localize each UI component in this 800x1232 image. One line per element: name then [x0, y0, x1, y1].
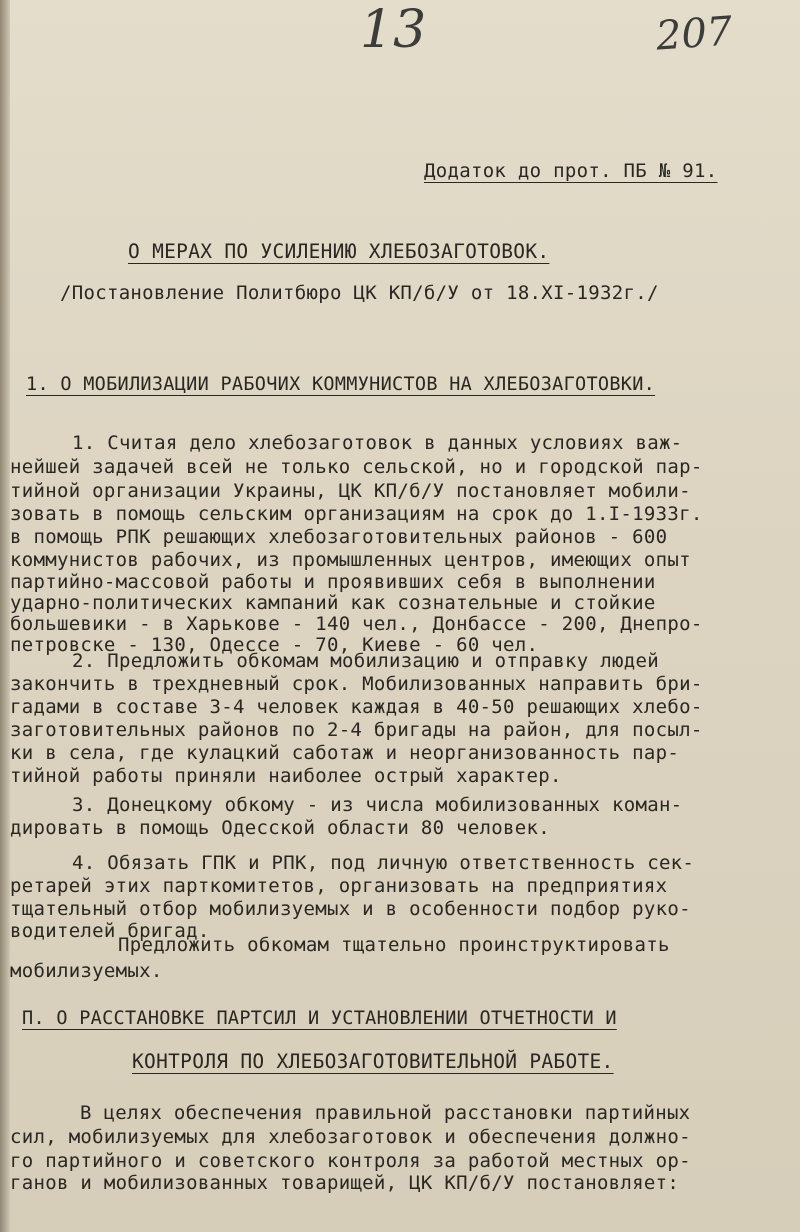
s1-p1-line: нейшей задачей всей не только сельской, но и городской пар- — [10, 456, 703, 478]
page-binding-edge — [0, 0, 10, 1232]
s1-p2-line: заготовительных районов по 2-4 бригады на район, для посыл- — [10, 719, 703, 741]
s1-p1-line: тийной организации Украины, ЦК КП/б/У постановляет мобили- — [10, 480, 691, 502]
s1-p1-line: петровске - 130, Одессе - 70, Киеве - 60 чел. — [10, 634, 539, 656]
s1-p1-line: партийно-массовой работы и проявивших себя в выполнении — [10, 571, 656, 593]
s1-p2-line: тийной работы приняли наиболее острый характер. — [10, 765, 562, 787]
handwritten-page-number: 207 — [654, 8, 734, 60]
s1-p1-line: 1. Считая дело хлебозаготовок в данных условиях важ- — [72, 432, 683, 454]
section1-heading: 1. О МОБИЛИЗАЦИИ РАБОЧИХ КОММУНИСТОВ НА ХЛЕБОЗАГОТОВКИ. — [26, 374, 656, 395]
s1-p1-line: в помощь РПК решающих хлебозаготовительных районов - 600 — [10, 526, 668, 548]
appendix-reference: Додаток до прот. ПБ № 91. — [424, 160, 718, 182]
s1-p1-line: ударно-политических кампаний как сознательные и стойкие — [10, 592, 656, 614]
s1-p1-line: коммунистов рабочих, из промышленных центров, имеющих опыт — [10, 549, 691, 571]
s1-p4-line: Предложить обкомам тщательно проинструктировать — [118, 934, 670, 956]
s1-p3-line: дировать в помощь Одесской области 80 человек. — [10, 817, 550, 839]
s2-p1-line: сил, мобилизуемых для хлебозаготовок и обеспечения должно- — [10, 1126, 691, 1148]
s1-p4-line: водителей бригад. — [10, 920, 210, 942]
document-title: О МЕРАХ ПО УСИЛЕНИЮ ХЛЕБОЗАГОТОВОК. — [128, 240, 550, 263]
s1-p4-line: ретарей этих парткомитетов, организовать на предприятиях — [10, 875, 668, 897]
s1-p4-line: 4. Обязать ГПК и РПК, под личную ответственность сек- — [72, 852, 695, 874]
section2-heading-line2: КОНТРОЛЯ ПО ХЛЕБОЗАГОТОВИТЕЛЬНОЙ РАБОТЕ. — [132, 1050, 614, 1073]
document-subtitle: /Постановление Политбюро ЦК КП/б/У от 18.XI-1932г./ — [60, 282, 659, 304]
s1-p4-line: тщательный отбор мобилизуемых и в особенности подбор руко- — [10, 898, 691, 920]
s2-p1-line: В целях обеспечения правильной расстановки партийных — [80, 1102, 691, 1124]
s1-p2-line: гадами в составе 3-4 человек каждая в 40-50 решающих хлебо- — [10, 696, 703, 718]
handwritten-archive-number: 13 — [360, 0, 427, 60]
s1-p4-line: мобилизуемых. — [10, 960, 163, 982]
s1-p1-line: большевики - в Харькове - 140 чел., Донбассе - 200, Днепро- — [10, 613, 703, 635]
s1-p2-line: закончить в трехдневный срок. Мобилизованных направить бри- — [10, 673, 703, 695]
s1-p1-line: зовать в помощь сельским организациям на срок до 1.I-1933г. — [10, 503, 703, 525]
s1-p3-line: 3. Донецкому обкому - из числа мобилизованных коман- — [72, 794, 683, 816]
s2-p1-line: го партийного и советского контроля за работой местных ор- — [10, 1150, 691, 1172]
section2-heading-line1: П. О РАССТАНОВКЕ ПАРТСИЛ И УСТАНОВЛЕНИИ ОТЧЕТНОСТИ И — [22, 1008, 617, 1029]
s2-p1-line: ганов и мобилизованных товарищей, ЦК КП/б/У постановляет: — [10, 1172, 680, 1194]
s1-p2-line: ки в села, где кулацкий саботаж и неорганизованность пар- — [10, 742, 680, 764]
s1-p2-line: 2. Предложить обкомам мобилизацию и отправку людей — [72, 650, 659, 672]
